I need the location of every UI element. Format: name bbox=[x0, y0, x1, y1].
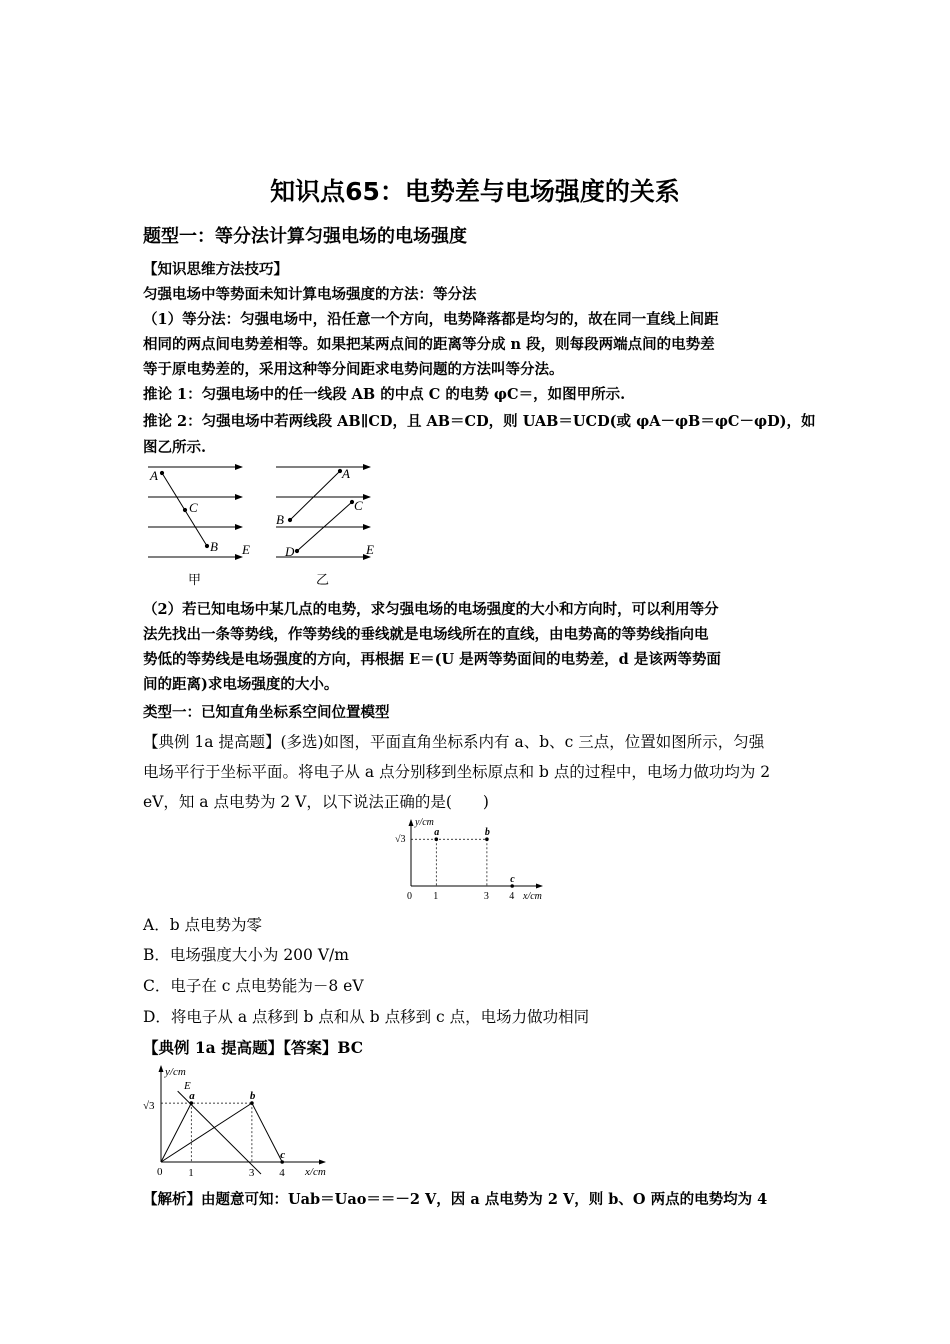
x-tick-label: 1 bbox=[188, 1167, 194, 1179]
line-ob bbox=[161, 1103, 252, 1162]
segment-ab bbox=[290, 471, 340, 520]
paragraph2-line2: 法先找出一条等势线，作等势线的垂线就是电场线所在的直线，由电势高的等势线指向电 bbox=[143, 626, 709, 643]
option-a: A．b 点电势为零 bbox=[143, 916, 263, 934]
paragraph2-line4: 间的距离)求电场强度的大小。 bbox=[143, 676, 339, 693]
x-tick-label: 4 bbox=[509, 891, 515, 902]
option-c: C．电子在 c 点电势能为－8 eV bbox=[143, 977, 364, 995]
label-c: C bbox=[189, 500, 198, 515]
x-tick-label: 3 bbox=[483, 891, 489, 902]
point-c bbox=[183, 508, 186, 511]
point-label-b: b bbox=[249, 1090, 256, 1103]
example-line3: eV，知 a 点电势为 2 V，以下说法正确的是( ) bbox=[143, 793, 489, 811]
x-axis-label: x/cm bbox=[305, 1166, 326, 1178]
answer-coordinate-graph bbox=[140, 1062, 335, 1180]
method-tag: 【知识思维方法技巧】 bbox=[143, 261, 288, 278]
x-tick-labels bbox=[433, 891, 514, 902]
point-d bbox=[295, 549, 298, 552]
line-bc bbox=[252, 1103, 282, 1162]
label-d: D bbox=[285, 544, 295, 559]
analysis-line: 【解析】由题意可知：Uab＝Uao＝＝－2 V，因 a 点电势为 2 V，则 b、O 两点的电势均为 4 bbox=[143, 1191, 768, 1208]
point-markers bbox=[434, 827, 515, 888]
x-tick-label: 1 bbox=[433, 891, 439, 902]
point-markers bbox=[189, 1090, 285, 1164]
point-label-c: c bbox=[280, 1149, 286, 1161]
x-tick-label: 4 bbox=[279, 1167, 285, 1179]
y-axis-label: y/cm bbox=[165, 1066, 186, 1078]
corollary-1: 推论 1：匀强电场中的任一线段 AB 的中点 C 的电势 φC＝，如图甲所示. bbox=[143, 386, 626, 403]
question-coordinate-graph bbox=[390, 815, 560, 905]
sqrt3-label: √3 bbox=[395, 834, 406, 845]
section-heading: 题型一：等分法计算匀强电场的电场强度 bbox=[143, 226, 467, 247]
corollary-2-line2: 图乙所示. bbox=[143, 439, 207, 456]
equal-division-figures bbox=[140, 458, 390, 590]
origin-label: 0 bbox=[157, 1166, 163, 1178]
answer-line: 【典例 1a 提高题】【答案】BC bbox=[143, 1038, 364, 1057]
y-axis-label: y/cm bbox=[415, 817, 434, 828]
guide-lines bbox=[411, 839, 487, 886]
point-label-c: c bbox=[510, 874, 515, 885]
label-b: B bbox=[210, 539, 218, 554]
label-c: C bbox=[354, 498, 363, 513]
intro-text: 匀强电场中等势面未知计算电场强度的方法：等分法 bbox=[143, 286, 477, 303]
label-e: E bbox=[366, 542, 374, 557]
example-line1: 【典例 1a 提高题】(多选)如图，平面直角坐标系内有 a、b、c 三点，位置如图所示，匀强 bbox=[143, 733, 765, 751]
paragraph2-line3: 势低的等势线是电场强度的方向，再根据 E＝(U 是两等势面间的电势差，d 是该两等势面 bbox=[143, 651, 721, 668]
line-oa bbox=[161, 1103, 191, 1162]
option-b: B．电场强度大小为 200 V/m bbox=[143, 946, 349, 964]
paragraph1-line1: （1）等分法：匀强电场中，沿任意一个方向，电势降落都是均匀的，故在同一直线上间距 bbox=[143, 311, 719, 328]
caption-jia: 甲 bbox=[188, 572, 202, 587]
point-label-b: b bbox=[484, 827, 490, 839]
caption-yi: 乙 bbox=[316, 572, 330, 587]
sqrt3-label: √3 bbox=[143, 1100, 155, 1112]
label-a: A bbox=[150, 468, 158, 483]
point-b bbox=[205, 544, 208, 547]
paragraph2-line1: （2）若已知电场中某几点的电势，求匀强电场的电场强度的大小和方向时，可以利用等分 bbox=[143, 601, 719, 618]
point-b bbox=[288, 518, 291, 521]
paragraph1-line2: 相同的两点间电势差相等。如果把某两点间的距离等分成 n 段，则每段两端点间的电势差 bbox=[143, 336, 715, 353]
x-tick-labels bbox=[188, 1167, 285, 1179]
label-b: B bbox=[276, 512, 284, 527]
point-a bbox=[160, 471, 163, 474]
origin-label: 0 bbox=[407, 891, 412, 902]
label-a: A bbox=[342, 466, 350, 481]
label-e: E bbox=[242, 542, 250, 557]
page-title: 知识点65：电势差与电场强度的关系 bbox=[270, 177, 680, 206]
type-heading: 类型一：已知直角坐标系空间位置模型 bbox=[143, 705, 390, 721]
point-label-a: a bbox=[434, 827, 440, 839]
option-d: D．将电子从 a 点移到 b 点和从 b 点移到 c 点，电场力做功相同 bbox=[143, 1008, 590, 1026]
field-e-label: E bbox=[184, 1080, 191, 1092]
x-tick-label: 3 bbox=[248, 1167, 255, 1179]
point-label-a: a bbox=[189, 1090, 195, 1103]
corollary-2-line1: 推论 2：匀强电场中若两线段 AB∥CD，且 AB＝CD，则 UAB＝UCD(或 φA－φB＝φC－φD)，如 bbox=[143, 413, 816, 430]
example-line2: 电场平行于坐标平面。将电子从 a 点分别移到坐标原点和 b 点的过程中，电场力做功均为 2 bbox=[143, 763, 771, 781]
x-axis-label: x/cm bbox=[523, 891, 542, 902]
paragraph1-line3: 等于原电势差的，采用这种等分间距求电势问题的方法叫等分法。 bbox=[143, 361, 564, 378]
